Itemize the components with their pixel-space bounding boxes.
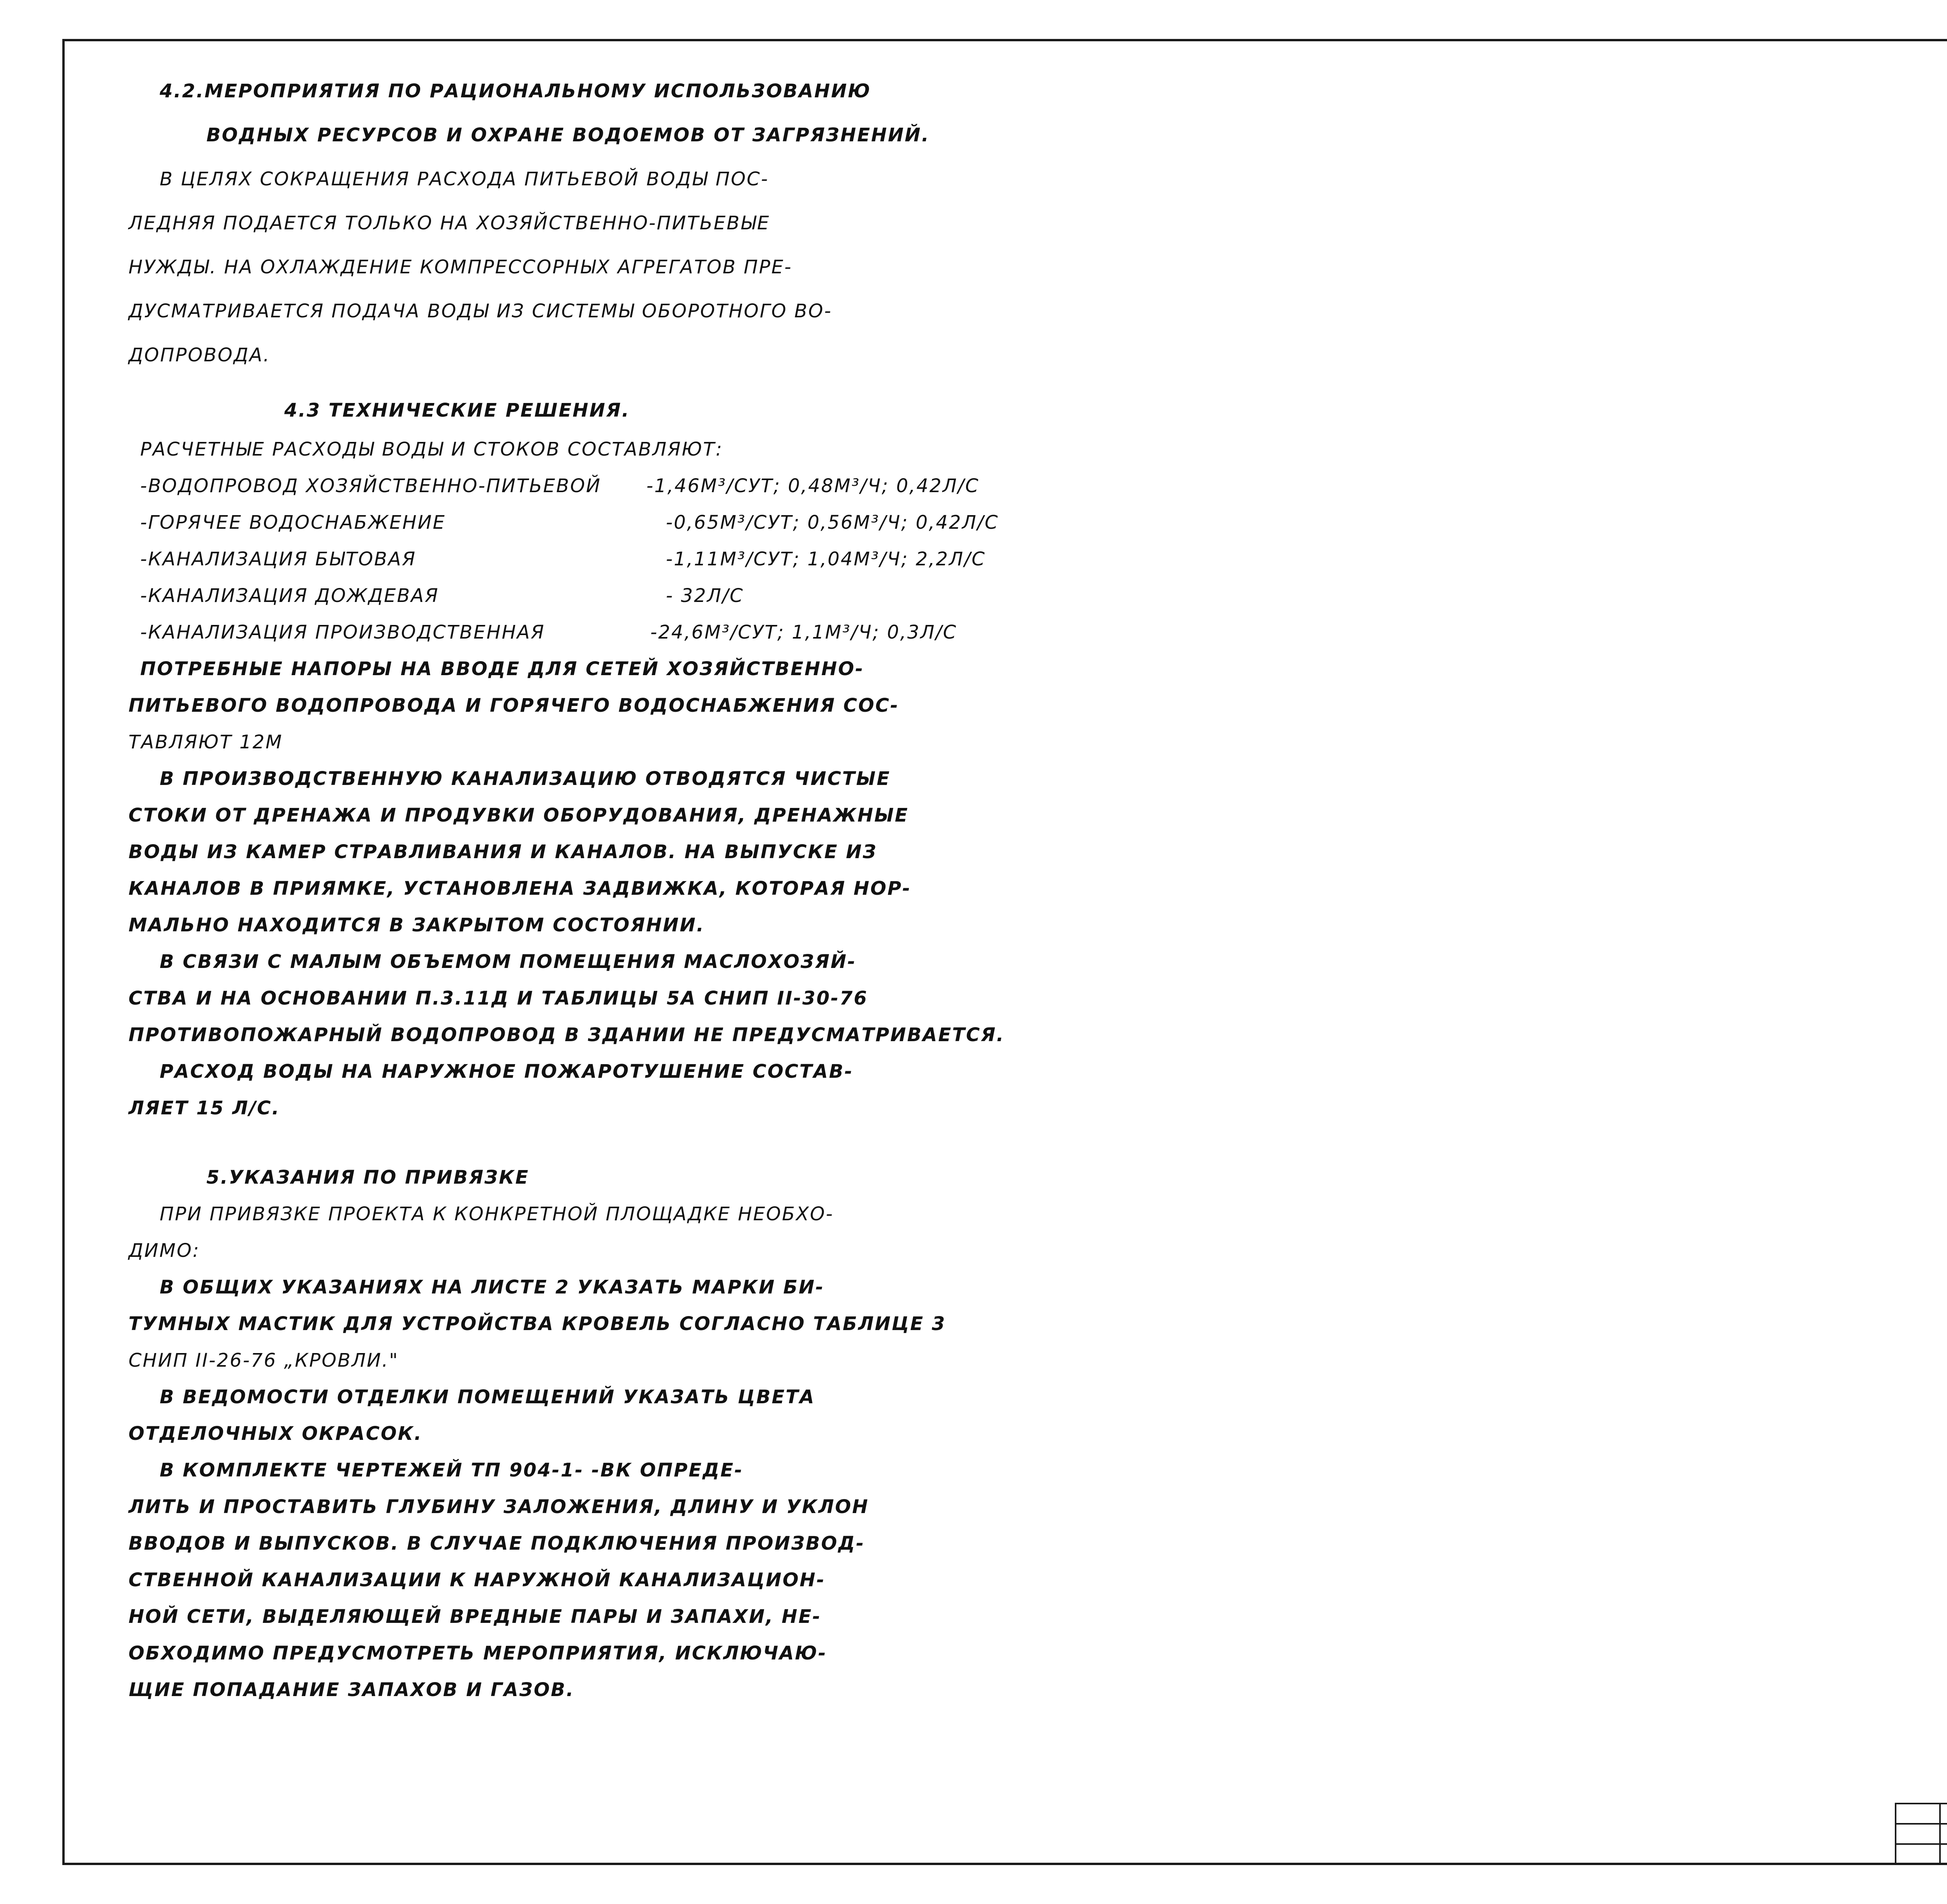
flow-rate-name: -ВОДОПРОВОД ХОЗЯЙСТВЕННО-ПИТЬЕВОЙ bbox=[140, 475, 601, 497]
section-5-paragraph-line: ОТДЕЛОЧНЫХ ОКРАСОК. bbox=[129, 1423, 423, 1445]
section-4-2-paragraph-line: В ЦЕЛЯХ СОКРАЩЕНИЯ РАСХОДА ПИТЬЕВОЙ ВОДЫ ПОС- bbox=[160, 168, 769, 190]
section-5-heading: 5.УКАЗАНИЯ ПО ПРИВЯЗКЕ bbox=[206, 1167, 530, 1188]
flow-rate-value: - 32Л/С bbox=[666, 585, 744, 607]
section-5-paragraph-line: В КОМПЛЕКТЕ ЧЕРТЕЖЕЙ ТП 904-1- -ВК ОПРЕДЕ- bbox=[160, 1459, 743, 1481]
section-5-paragraph-line: СТВЕННОЙ КАНАЛИЗАЦИИ К НАРУЖНОЙ КАНАЛИЗАЦИОН- bbox=[129, 1569, 826, 1591]
section-5-paragraph-line: В ВЕДОМОСТИ ОТДЕЛКИ ПОМЕЩЕНИЙ УКАЗАТЬ ЦВЕТА bbox=[160, 1386, 815, 1408]
flow-rate-name: -КАНАЛИЗАЦИЯ ПРОИЗВОДСТВЕННАЯ bbox=[140, 621, 545, 643]
section-4-3-paragraph-line: ПРОТИВОПОЖАРНЫЙ ВОДОПРОВОД В ЗДАНИИ НЕ ПРЕДУСМАТРИВАЕТСЯ. bbox=[129, 1024, 1005, 1046]
flow-rate-name: -КАНАЛИЗАЦИЯ ДОЖДЕВАЯ bbox=[140, 585, 439, 607]
flow-rate-name: -КАНАЛИЗАЦИЯ БЫТОВАЯ bbox=[140, 548, 416, 570]
section-4-2-heading-line-1: 4.2.МЕРОПРИЯТИЯ ПО РАЦИОНАЛЬНОМУ ИСПОЛЬЗОВАНИЮ bbox=[160, 80, 871, 102]
section-4-3-paragraph-line: В ПРОИЗВОДСТВЕННУЮ КАНАЛИЗАЦИЮ ОТВОДЯТСЯ ЧИСТЫЕ bbox=[160, 768, 891, 790]
section-4-3-paragraph-line: ПИТЬЕВОГО ВОДОПРОВОДА И ГОРЯЧЕГО ВОДОСНАБЖЕНИЯ СОС- bbox=[129, 695, 899, 716]
section-4-2-heading-line-2: ВОДНЫХ РЕСУРСОВ И ОХРАНЕ ВОДОЕМОВ ОТ ЗАГРЯЗНЕНИЙ. bbox=[206, 124, 930, 146]
flow-rate-value: -1,11М³/СУТ; 1,04М³/Ч; 2,2Л/С bbox=[666, 548, 986, 570]
section-4-3-paragraph-line: МАЛЬНО НАХОДИТСЯ В ЗАКРЫТОМ СОСТОЯНИИ. bbox=[129, 914, 705, 936]
section-4-2-paragraph-line: НУЖДЫ. НА ОХЛАЖДЕНИЕ КОМПРЕССОРНЫХ АГРЕГАТОВ ПРЕ- bbox=[129, 256, 792, 278]
section-4-3-paragraph-line: КАНАЛОВ В ПРИЯМКЕ, УСТАНОВЛЕНА ЗАДВИЖКА, КОТОРАЯ НОР- bbox=[129, 878, 912, 899]
section-4-3-paragraph-line: СТВА И НА ОСНОВАНИИ П.3.11Д И ТАБЛИЦЫ 5А СНИП II-30-76 bbox=[129, 987, 868, 1009]
section-5-paragraph-line: ТУМНЫХ МАСТИК ДЛЯ УСТРОЙСТВА КРОВЕЛЬ СОГЛАСНО ТАБЛИЦЕ 3 bbox=[129, 1313, 946, 1335]
section-4-3-paragraph-line: В СВЯЗИ С МАЛЫМ ОБЪЕМОМ ПОМЕЩЕНИЯ МАСЛОХОЗЯЙ- bbox=[160, 951, 857, 973]
flow-rates-intro: РАСЧЕТНЫЕ РАСХОДЫ ВОДЫ И СТОКОВ СОСТАВЛЯЮТ: bbox=[140, 438, 724, 460]
revision-table-grid bbox=[1896, 1804, 1947, 1865]
section-5-paragraph-line: ЩИЕ ПОПАДАНИЕ ЗАПАХОВ И ГАЗОВ. bbox=[129, 1679, 575, 1701]
section-5-paragraph-line: ОБХОДИМО ПРЕДУСМОТРЕТЬ МЕРОПРИЯТИЯ, ИСКЛЮЧАЮ- bbox=[129, 1642, 827, 1664]
section-4-2-paragraph-line: ДОПРОВОДА. bbox=[129, 344, 271, 366]
section-5-paragraph-line: ВВОДОВ И ВЫПУСКОВ. В СЛУЧАЕ ПОДКЛЮЧЕНИЯ ПРОИЗВОД- bbox=[129, 1533, 865, 1554]
section-4-3-paragraph-line: ПОТРЕБНЫЕ НАПОРЫ НА ВВОДЕ ДЛЯ СЕТЕЙ ХОЗЯЙСТВЕННО- bbox=[140, 658, 864, 680]
flow-rate-name: -ГОРЯЧЕЕ ВОДОСНАБЖЕНИЕ bbox=[140, 512, 446, 533]
flow-rate-value: -24,6М³/СУТ; 1,1М³/Ч; 0,3Л/С bbox=[650, 621, 958, 643]
section-4-3-paragraph-line: ЛЯЕТ 15 Л/С. bbox=[129, 1097, 280, 1119]
section-5-paragraph-line: ЛИТЬ И ПРОСТАВИТЬ ГЛУБИНУ ЗАЛОЖЕНИЯ, ДЛИНУ И УКЛОН bbox=[129, 1496, 869, 1518]
section-5-paragraph-line: НОЙ СЕТИ, ВЫДЕЛЯЮЩЕЙ ВРЕДНЫЕ ПАРЫ И ЗАПАХИ, НЕ- bbox=[129, 1606, 822, 1628]
section-5-paragraph-line: ДИМО: bbox=[129, 1240, 200, 1262]
section-4-2-paragraph-line: ДУСМАТРИВАЕТСЯ ПОДАЧА ВОДЫ ИЗ СИСТЕМЫ ОБОРОТНОГО ВО- bbox=[129, 300, 832, 322]
flow-rate-value: -1,46М³/СУТ; 0,48М³/Ч; 0,42Л/С bbox=[646, 475, 980, 497]
flow-rate-value: -0,65М³/СУТ; 0,56М³/Ч; 0,42Л/С bbox=[666, 512, 999, 533]
section-5-paragraph-line: СНИП II-26-76 „КРОВЛИ." bbox=[129, 1350, 399, 1371]
section-4-2-paragraph-line: ЛЕДНЯЯ ПОДАЕТСЯ ТОЛЬКО НА ХОЗЯЙСТВЕННО-ПИТЬЕВЫЕ bbox=[129, 212, 770, 234]
section-5-paragraph-line: В ОБЩИХ УКАЗАНИЯХ НА ЛИСТЕ 2 УКАЗАТЬ МАРКИ БИ- bbox=[160, 1276, 825, 1298]
section-4-3-paragraph-line: ТАВЛЯЮТ 12М bbox=[129, 731, 283, 753]
section-4-3-paragraph-line: РАСХОД ВОДЫ НА НАРУЖНОЕ ПОЖАРОТУШЕНИЕ СОСТАВ- bbox=[160, 1061, 854, 1082]
section-4-3-paragraph-line: ВОДЫ ИЗ КАМЕР СТРАВЛИВАНИЯ И КАНАЛОВ. НА ВЫПУСКЕ ИЗ bbox=[129, 841, 877, 863]
section-5-paragraph-line: ПРИ ПРИВЯЗКЕ ПРОЕКТА К КОНКРЕТНОЙ ПЛОЩАДКЕ НЕОБХО- bbox=[160, 1203, 834, 1225]
section-4-3-heading: 4.3 ТЕХНИЧЕСКИЕ РЕШЕНИЯ. bbox=[284, 399, 630, 421]
section-4-3-paragraph-line: СТОКИ ОТ ДРЕНАЖА И ПРОДУВКИ ОБОРУДОВАНИЯ, ДРЕНАЖНЫЕ bbox=[129, 804, 909, 826]
